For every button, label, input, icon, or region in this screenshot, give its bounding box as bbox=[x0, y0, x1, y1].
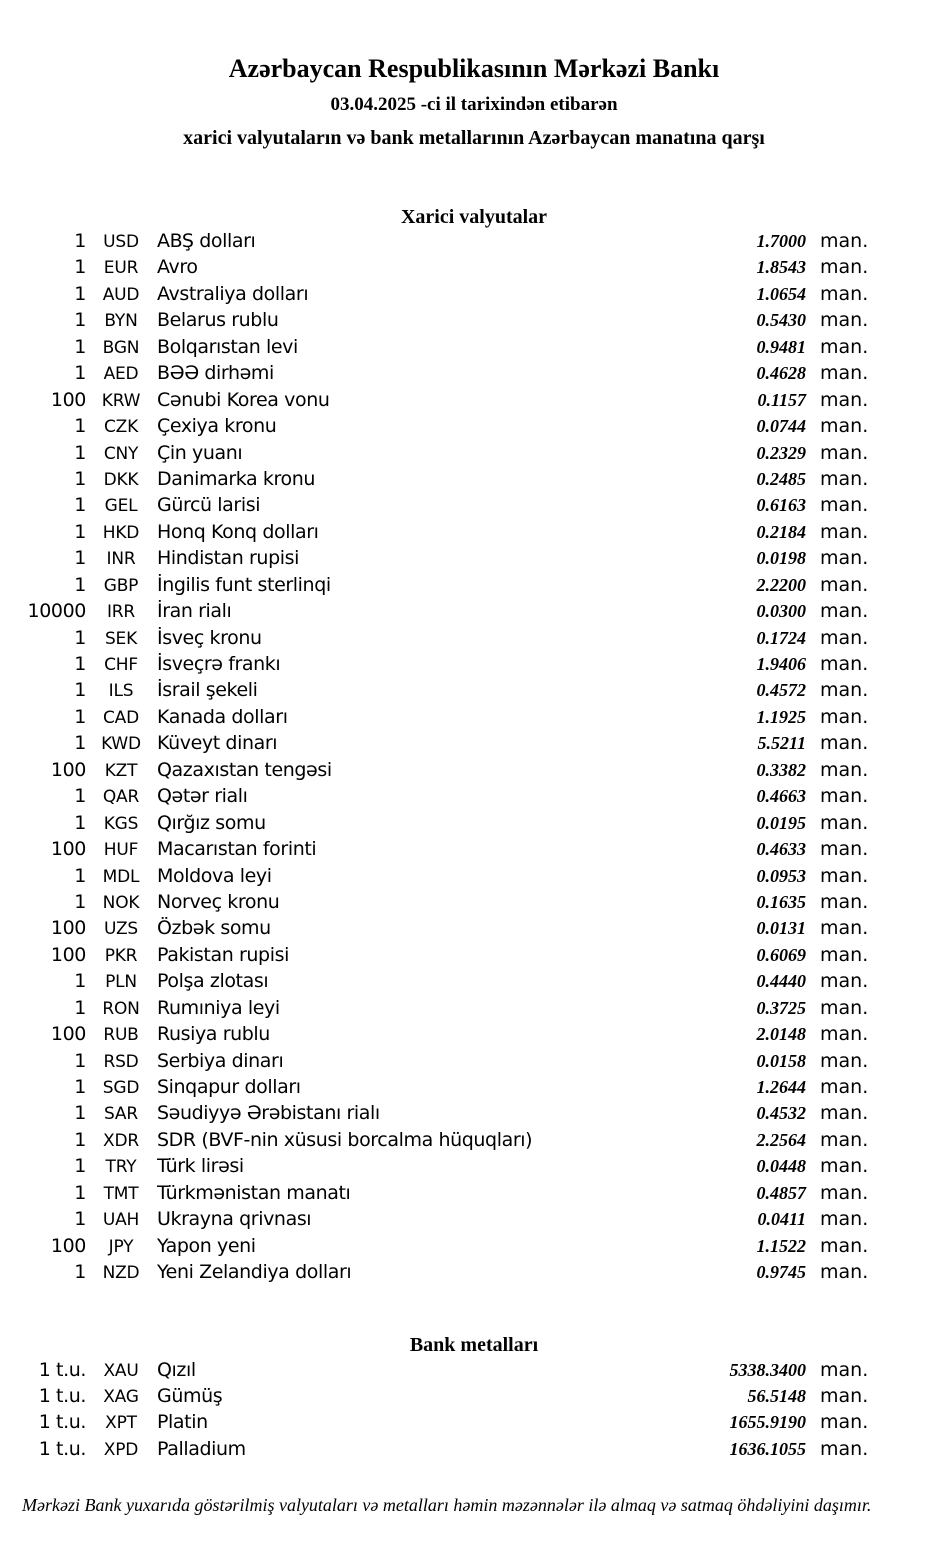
currency-code-cell: CAD bbox=[103, 707, 139, 728]
quantity-cell: 10000 bbox=[27, 600, 86, 623]
currency-name-cell: Palladium bbox=[157, 1437, 246, 1460]
unit-label-cell: man. bbox=[820, 626, 869, 649]
currency-code-cell: XDR bbox=[103, 1130, 139, 1151]
currency-code-cell: QAR bbox=[102, 787, 140, 808]
currency-name-cell: Cənubi Korea vonu bbox=[157, 388, 330, 411]
quantity-cell: 1 bbox=[74, 467, 86, 490]
rate-row bbox=[0, 838, 948, 864]
unit-label-cell: man. bbox=[820, 653, 869, 675]
rate-value-cell: 56.5148 bbox=[747, 1385, 806, 1406]
rate-value-cell: 0.6069 bbox=[756, 944, 806, 965]
quantity-cell: 1 bbox=[74, 520, 86, 543]
quantity-cell: 1 bbox=[74, 1128, 86, 1151]
unit-label-cell: man. bbox=[820, 1234, 869, 1257]
rate-row bbox=[0, 653, 948, 679]
unit-label-cell: man. bbox=[820, 282, 869, 305]
rate-row bbox=[0, 389, 948, 415]
currency-code-cell: TMT bbox=[103, 1183, 139, 1204]
rate-value-cell: 0.0953 bbox=[756, 865, 806, 886]
currency-name-cell: Qırğız somu bbox=[157, 811, 266, 834]
rate-row bbox=[0, 627, 948, 653]
currency-name-cell: İsveç kronu bbox=[157, 626, 262, 649]
rate-row bbox=[0, 230, 948, 256]
currency-name-cell: Özbək somu bbox=[157, 917, 271, 940]
unit-label-cell: man. bbox=[820, 388, 869, 411]
rate-row bbox=[0, 865, 948, 891]
rate-row bbox=[0, 600, 948, 626]
unit-label-cell: man. bbox=[820, 1261, 869, 1284]
currency-name-cell: İran rialı bbox=[157, 600, 232, 623]
rate-value-cell: 0.2184 bbox=[756, 521, 806, 542]
currency-name-cell: İsrail şekeli bbox=[157, 679, 258, 702]
unit-label-cell: man. bbox=[820, 943, 869, 966]
quantity-cell: 1 bbox=[74, 705, 86, 728]
rate-row bbox=[0, 732, 948, 758]
section-title-bank-metals: Bank metalları bbox=[409, 1333, 539, 1356]
rate-row bbox=[0, 574, 948, 600]
currency-name-cell: Qətər rialı bbox=[157, 785, 248, 808]
currency-name-cell: Küveyt dinarı bbox=[157, 732, 278, 755]
rate-row bbox=[0, 309, 948, 335]
currency-name-cell: Çin yuanı bbox=[157, 441, 243, 464]
rate-row bbox=[0, 706, 948, 732]
currency-name-cell: Platin bbox=[157, 1411, 208, 1434]
rate-value-cell: 0.1635 bbox=[756, 891, 806, 912]
currency-code-cell: BYN bbox=[104, 311, 138, 332]
currency-name-cell: Serbiya dinarı bbox=[157, 1049, 284, 1072]
quantity-cell: 1 bbox=[74, 811, 86, 834]
currency-name-cell: Honq Konq dolları bbox=[157, 520, 319, 543]
disclaimer-text: Mərkəzi Bank yuxarıda göstərilmiş valyutaları və metalları həmin məzənnələr ilə almaq və satmaq öhdəliyini daşımır. bbox=[22, 1495, 872, 1516]
unit-label-cell: man. bbox=[820, 520, 869, 543]
quantity-cell: 1 bbox=[74, 415, 86, 438]
rate-value-cell: 0.3382 bbox=[756, 759, 806, 780]
unit-label-cell: man. bbox=[820, 970, 869, 993]
quantity-cell: 1 bbox=[74, 1049, 86, 1072]
unit-label-cell: man. bbox=[820, 362, 869, 385]
rate-value-cell: 0.0195 bbox=[756, 812, 806, 833]
currency-code-cell: PKR bbox=[104, 945, 138, 966]
rate-value-cell: 1.8543 bbox=[756, 257, 806, 278]
rate-row bbox=[0, 521, 948, 547]
rate-row bbox=[0, 442, 948, 468]
rate-value-cell: 0.9745 bbox=[756, 1262, 806, 1283]
currency-code-cell: XPD bbox=[103, 1439, 139, 1460]
rate-row bbox=[0, 362, 948, 388]
unit-label-cell: man. bbox=[820, 864, 869, 887]
unit-label-cell: man. bbox=[820, 679, 869, 702]
rate-value-cell: 0.4532 bbox=[756, 1103, 806, 1124]
currency-name-cell: Rumıniya leyi bbox=[157, 996, 280, 1019]
quantity-cell: 1 bbox=[74, 679, 86, 702]
rate-value-cell: 1636.1055 bbox=[729, 1438, 806, 1459]
rate-value-cell: 0.4633 bbox=[756, 839, 806, 860]
currency-code-cell: NOK bbox=[102, 892, 140, 913]
unit-label-cell: man. bbox=[820, 256, 869, 279]
unit-label-cell: man. bbox=[820, 705, 869, 728]
currency-code-cell: GBP bbox=[103, 575, 139, 596]
rate-row bbox=[0, 336, 948, 362]
currency-code-cell: DKK bbox=[103, 469, 139, 490]
quantity-cell: 100 bbox=[50, 1234, 86, 1257]
quantity-cell: 1 bbox=[74, 1076, 86, 1098]
rate-row bbox=[0, 1261, 948, 1287]
rate-value-cell: 0.0131 bbox=[756, 918, 806, 939]
currency-name-cell: İngilis funt sterlinqi bbox=[157, 573, 331, 596]
rate-value-cell: 1.9406 bbox=[756, 654, 806, 674]
currency-name-cell: Türk lirəsi bbox=[157, 1155, 244, 1178]
currency-code-cell: XPT bbox=[105, 1413, 137, 1434]
currency-code-cell: UAH bbox=[102, 1210, 140, 1231]
rate-row bbox=[0, 1235, 948, 1261]
currency-code-cell: EUR bbox=[103, 258, 139, 279]
currency-name-cell: Çexiya kronu bbox=[157, 415, 277, 438]
rate-row bbox=[0, 283, 948, 309]
unit-label-cell: man. bbox=[820, 467, 869, 490]
rate-row bbox=[0, 1076, 948, 1102]
rate-value-cell: 1.0654 bbox=[756, 283, 806, 304]
rate-value-cell: 5338.3400 bbox=[729, 1359, 806, 1380]
unit-label-cell: man. bbox=[820, 1358, 869, 1381]
rate-row bbox=[0, 1102, 948, 1128]
unit-label-cell: man. bbox=[820, 494, 869, 517]
unit-label-cell: man. bbox=[820, 1155, 869, 1178]
currency-code-cell: TRY bbox=[105, 1157, 137, 1178]
currency-code-cell: USD bbox=[103, 232, 139, 252]
unit-label-cell: man. bbox=[820, 441, 869, 464]
rate-value-cell: 0.1724 bbox=[756, 627, 806, 648]
currency-name-cell: Gürcü larisi bbox=[157, 494, 261, 517]
quantity-cell: 1 bbox=[74, 573, 86, 596]
rate-row bbox=[0, 1438, 948, 1464]
quantity-cell: 1 bbox=[74, 1102, 86, 1125]
quantity-cell: 1 bbox=[74, 864, 86, 887]
unit-label-cell: man. bbox=[820, 1208, 869, 1231]
unit-label-cell: man. bbox=[820, 811, 869, 834]
unit-label-cell: man. bbox=[820, 1384, 869, 1407]
currency-rates-table bbox=[0, 230, 948, 1288]
currency-name-cell: Danimarka kronu bbox=[157, 467, 316, 490]
quantity-cell: 1 t.u. bbox=[38, 1358, 86, 1381]
rate-value-cell: 0.0198 bbox=[756, 548, 806, 569]
currency-name-cell: Avstraliya dolları bbox=[157, 282, 309, 305]
rate-row bbox=[0, 970, 948, 996]
quantity-cell: 1 t.u. bbox=[38, 1437, 86, 1460]
metal-rates-table bbox=[0, 1359, 948, 1465]
rate-row bbox=[0, 997, 948, 1023]
rate-row bbox=[0, 415, 948, 441]
rate-value-cell: 1.1925 bbox=[756, 706, 806, 727]
unit-label-cell: man. bbox=[820, 415, 869, 438]
quantity-cell: 100 bbox=[50, 917, 86, 940]
quantity-cell: 1 bbox=[74, 626, 86, 649]
rate-value-cell: 0.4440 bbox=[756, 971, 806, 992]
currency-name-cell: SDR (BVF-nin xüsusi borcalma hüquqları) bbox=[157, 1128, 533, 1151]
quantity-cell: 1 bbox=[74, 309, 86, 332]
quantity-cell: 1 bbox=[74, 890, 86, 913]
currency-name-cell: Səudiyyə Ərəbistanı rialı bbox=[157, 1102, 380, 1125]
unit-label-cell: man. bbox=[820, 890, 869, 913]
rate-value-cell: 2.2200 bbox=[756, 574, 806, 595]
currency-name-cell: Pakistan rupisi bbox=[157, 943, 289, 966]
currency-code-cell: PLN bbox=[105, 972, 137, 993]
currency-name-cell: Belarus rublu bbox=[157, 309, 279, 332]
unit-label-cell: man. bbox=[820, 1076, 869, 1098]
currency-name-cell: Norveç kronu bbox=[157, 890, 280, 913]
effective-date: 03.04.2025 -ci il tarixindən etibarən bbox=[330, 94, 618, 115]
currency-code-cell: AUD bbox=[102, 284, 140, 305]
unit-label-cell: man. bbox=[820, 996, 869, 1019]
rate-row bbox=[0, 944, 948, 970]
currency-code-cell: MDL bbox=[102, 866, 140, 887]
currency-name-cell: Kanada dolları bbox=[157, 705, 288, 728]
currency-code-cell: CNY bbox=[103, 443, 139, 464]
quantity-cell: 1 bbox=[74, 732, 86, 755]
quantity-cell: 1 bbox=[74, 230, 86, 252]
unit-label-cell: man. bbox=[820, 1128, 869, 1151]
currency-name-cell: İsveçrə frankı bbox=[157, 653, 281, 675]
quantity-cell: 1 bbox=[74, 785, 86, 808]
rate-value-cell: 0.4663 bbox=[756, 786, 806, 807]
quantity-cell: 1 bbox=[74, 282, 86, 305]
unit-label-cell: man. bbox=[820, 600, 869, 623]
unit-label-cell: man. bbox=[820, 1411, 869, 1434]
unit-label-cell: man. bbox=[820, 309, 869, 332]
quantity-cell: 1 t.u. bbox=[38, 1411, 86, 1434]
currency-name-cell: Moldova leyi bbox=[157, 864, 272, 887]
currency-code-cell: HUF bbox=[103, 840, 139, 861]
rate-value-cell: 0.0744 bbox=[756, 416, 806, 437]
rate-value-cell: 0.4857 bbox=[756, 1182, 806, 1203]
currency-name-cell: ABŞ dolları bbox=[157, 230, 256, 252]
currency-code-cell: UZS bbox=[104, 919, 138, 940]
rate-row bbox=[0, 1129, 948, 1155]
rate-row bbox=[0, 1050, 948, 1076]
rate-value-cell: 0.2329 bbox=[756, 442, 806, 463]
unit-label-cell: man. bbox=[820, 335, 869, 358]
quantity-cell: 1 bbox=[74, 996, 86, 1019]
rate-value-cell: 0.0411 bbox=[757, 1209, 806, 1230]
unit-label-cell: man. bbox=[820, 1181, 869, 1204]
currency-name-cell: Polşa zlotası bbox=[157, 970, 269, 993]
rate-value-cell: 0.4628 bbox=[756, 363, 806, 384]
rate-row bbox=[0, 759, 948, 785]
unit-label-cell: man. bbox=[820, 758, 869, 781]
unit-label-cell: man. bbox=[820, 1102, 869, 1125]
currency-code-cell: CHF bbox=[104, 655, 138, 675]
currency-name-cell: Ukrayna qrivnası bbox=[157, 1208, 312, 1231]
currency-code-cell: GEL bbox=[104, 496, 138, 517]
rate-value-cell: 0.0300 bbox=[756, 601, 806, 622]
rate-row bbox=[0, 1155, 948, 1181]
rate-row bbox=[0, 891, 948, 917]
rate-value-cell: 0.6163 bbox=[756, 495, 806, 516]
quantity-cell: 1 bbox=[74, 362, 86, 385]
quantity-cell: 1 bbox=[74, 494, 86, 517]
currency-code-cell: JPY bbox=[108, 1236, 134, 1257]
quantity-cell: 1 bbox=[74, 1261, 86, 1284]
rate-row bbox=[0, 547, 948, 573]
rate-value-cell: 0.1157 bbox=[757, 389, 806, 410]
currency-code-cell: XAU bbox=[103, 1360, 139, 1381]
currency-name-cell: Türkmənistan manatı bbox=[157, 1181, 351, 1204]
quantity-cell: 1 bbox=[74, 1181, 86, 1204]
rate-row bbox=[0, 256, 948, 282]
quantity-cell: 100 bbox=[50, 838, 86, 861]
rate-value-cell: 0.4572 bbox=[756, 680, 806, 701]
currency-name-cell: Qazaxıstan tengəsi bbox=[157, 758, 332, 781]
rate-row bbox=[0, 494, 948, 520]
currency-name-cell: Bolqarıstan levi bbox=[157, 335, 298, 358]
quantity-cell: 100 bbox=[50, 943, 86, 966]
unit-label-cell: man. bbox=[820, 547, 869, 570]
currency-code-cell: ILS bbox=[108, 681, 134, 702]
rate-row bbox=[0, 1411, 948, 1437]
unit-label-cell: man. bbox=[820, 917, 869, 940]
currency-code-cell: KZT bbox=[104, 760, 138, 781]
rate-row bbox=[0, 917, 948, 943]
currency-code-cell: CZK bbox=[103, 417, 139, 438]
rate-value-cell: 0.0158 bbox=[756, 1050, 806, 1071]
currency-code-cell: NZD bbox=[102, 1263, 140, 1284]
unit-label-cell: man. bbox=[820, 838, 869, 861]
currency-name-cell: Qızıl bbox=[157, 1358, 196, 1381]
currency-code-cell: KRW bbox=[101, 390, 141, 411]
currency-name-cell: BƏƏ dirhəmi bbox=[157, 362, 274, 385]
quantity-cell: 1 bbox=[74, 1155, 86, 1178]
quantity-cell: 1 t.u. bbox=[38, 1384, 86, 1407]
rate-value-cell: 1.7000 bbox=[756, 231, 806, 251]
currency-code-cell: RUB bbox=[103, 1025, 139, 1046]
quantity-cell: 100 bbox=[50, 388, 86, 411]
rate-value-cell: 0.0448 bbox=[756, 1156, 806, 1177]
rate-row bbox=[0, 679, 948, 705]
unit-label-cell: man. bbox=[820, 1023, 869, 1046]
currency-name-cell: Sinqapur dolları bbox=[157, 1076, 301, 1098]
rate-row bbox=[0, 1023, 948, 1049]
rate-value-cell: 5.5211 bbox=[757, 733, 806, 754]
currency-code-cell: AED bbox=[103, 364, 139, 385]
unit-label-cell: man. bbox=[820, 1049, 869, 1072]
rate-value-cell: 0.2485 bbox=[756, 468, 806, 489]
quantity-cell: 1 bbox=[74, 547, 86, 570]
page-title: Azərbaycan Respublikasının Mərkəzi Bankı bbox=[228, 54, 720, 83]
currency-name-cell: Yapon yeni bbox=[157, 1234, 256, 1257]
rate-value-cell: 2.0148 bbox=[756, 1024, 806, 1045]
page-subtitle: xarici valyutaların və bank metallarının Azərbaycan manatına qarşı bbox=[183, 127, 765, 149]
rate-value-cell: 1.1522 bbox=[756, 1235, 806, 1256]
rate-value-cell: 1655.9190 bbox=[729, 1412, 806, 1433]
rate-row bbox=[0, 1208, 948, 1234]
currency-name-cell: Rusiya rublu bbox=[157, 1023, 270, 1046]
quantity-cell: 100 bbox=[50, 758, 86, 781]
unit-label-cell: man. bbox=[820, 230, 869, 252]
currency-name-cell: Macarıstan forinti bbox=[157, 838, 317, 861]
rate-value-cell: 2.2564 bbox=[756, 1129, 806, 1150]
quantity-cell: 1 bbox=[74, 441, 86, 464]
rate-row bbox=[0, 468, 948, 494]
quantity-cell: 1 bbox=[74, 335, 86, 358]
quantity-cell: 100 bbox=[50, 1023, 86, 1046]
currency-code-cell: SAR bbox=[104, 1104, 138, 1125]
rate-value-cell: 0.9481 bbox=[756, 336, 806, 357]
unit-label-cell: man. bbox=[820, 785, 869, 808]
rate-row bbox=[0, 1359, 948, 1385]
quantity-cell: 1 bbox=[74, 256, 86, 279]
unit-label-cell: man. bbox=[820, 732, 869, 755]
currency-name-cell: Gümüş bbox=[157, 1384, 223, 1407]
currency-code-cell: XAG bbox=[103, 1386, 139, 1407]
currency-name-cell: Yeni Zelandiya dolları bbox=[157, 1261, 352, 1284]
quantity-cell: 1 bbox=[74, 970, 86, 993]
currency-code-cell: RSD bbox=[103, 1051, 139, 1072]
unit-label-cell: man. bbox=[820, 1437, 869, 1460]
rate-row bbox=[0, 1182, 948, 1208]
currency-code-cell: IRR bbox=[106, 602, 136, 623]
rate-row bbox=[0, 812, 948, 838]
section-title-foreign-currencies: Xarici valyutalar bbox=[400, 206, 548, 228]
currency-code-cell: KWD bbox=[101, 734, 141, 755]
quantity-cell: 1 bbox=[74, 1208, 86, 1231]
rate-value-cell: 1.2644 bbox=[756, 1077, 806, 1097]
quantity-cell: 1 bbox=[74, 653, 86, 675]
currency-code-cell: SEK bbox=[104, 628, 138, 649]
rate-value-cell: 0.5430 bbox=[756, 310, 806, 331]
currency-code-cell: BGN bbox=[102, 337, 140, 358]
currency-name-cell: Hindistan rupisi bbox=[157, 547, 299, 570]
currency-code-cell: KGS bbox=[103, 813, 139, 834]
unit-label-cell: man. bbox=[820, 573, 869, 596]
currency-code-cell: SGD bbox=[102, 1078, 140, 1098]
rate-row bbox=[0, 1385, 948, 1411]
currency-code-cell: INR bbox=[106, 549, 136, 570]
rate-value-cell: 0.3725 bbox=[756, 997, 806, 1018]
rate-row bbox=[0, 785, 948, 811]
currency-code-cell: HKD bbox=[102, 522, 140, 543]
currency-code-cell: RON bbox=[102, 998, 140, 1019]
currency-name-cell: Avro bbox=[157, 256, 198, 279]
